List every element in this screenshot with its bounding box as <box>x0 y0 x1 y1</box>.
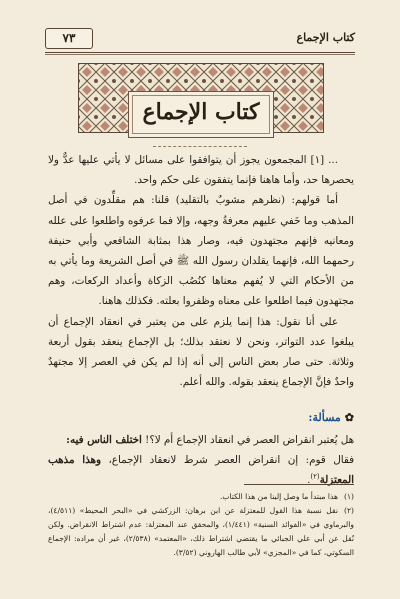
issue-text <box>48 430 354 490</box>
header-rule <box>45 52 355 53</box>
paragraph-1: ... [١] المجمعون يجوز أن يتوافقوا على مسائل لا يأتي عليها عدٌّ ولا يحصرها حد، وأما هاهنا فإنما يتفقون على حكم واحد. <box>48 154 354 187</box>
paragraph-2: أما قولهم: (نظرهم مشوبٌ بالتقليد) قلنا: هم مقلِّدون في أصل المذهب وما خَفي عليهم معرفةُ وجهه، وإلا فما عرفوه واطلعوا على علله ومعانيه فإنهم مجتهدون فيه، وصار هذا بمثابة الشافعي وأبي حنيفة رحمهما الله، فإنهما يقلدان رسول الله ﷺ في أصل الشريعة وما يأتي به من الأحكام التي لا يُفهم معناها كنُصُب الزكاة وأعداد الركعات، وهم مجتهدون فيما اطلعوا على معناه وظفروا بعلته. فكذلك هاهنا. <box>48 194 354 308</box>
running-header <box>45 28 355 52</box>
issue-label: مسألة: <box>308 411 341 424</box>
footnote-1-text: هذا مبتدأ ما وصل إلينا من هذا الكتاب. <box>219 492 338 501</box>
question-line-1 <box>48 430 354 450</box>
footnote-2-text: نقل نسبة هذا القول للمعتزلة عن ابن برهان: الزركشي في «البحر المحيط» (٤/٥١١)، والبرماوي في «الفوائد السنية» (١/٤٤١)، والمحقق عند المعتزلة: عدم اشتراط الانقراض. ولكن نُقل عن أبي علي الجبائي ما يقتضي اشتراط ذلك، «المعتمد» (٢/٥٣٨)، غير أن مراده: الإجماع السكوتي، كما في «المجزي» لأبي طالب الهاروني (٣/٥٢). <box>48 506 355 557</box>
chapter-title: كتاب الإجماع <box>142 99 260 125</box>
question-text: هل يُعتبر انقراض العصر في انعقاد الإجماع أم لا؟! <box>141 434 354 446</box>
footnote-ref-2: (٢) <box>310 472 320 481</box>
opinion-text: فقال قوم: إن انقراض العصر شرط لانعقاد الإجماع، <box>100 454 354 466</box>
footnote-2 <box>48 504 354 560</box>
running-book-title: كتاب الإجماع <box>296 31 355 44</box>
header-rule-thin <box>45 54 355 55</box>
footnote-1 <box>48 490 354 504</box>
footnote-rule <box>244 484 354 485</box>
opinion-bold: وهذا مذهب المعتزلة <box>48 454 354 486</box>
main-text <box>48 150 354 392</box>
title-dash-rule <box>153 146 247 147</box>
flower-icon: ✿ <box>344 411 354 424</box>
page-number-badge: ٧٣ <box>45 28 93 49</box>
footnote-1-number: (١) <box>343 492 354 501</box>
issue-heading <box>308 411 354 424</box>
footnotes <box>48 490 354 560</box>
footnote-2-number: (٢) <box>343 506 354 515</box>
opinion-end: . <box>307 474 311 486</box>
paragraph-3: على أنا نقول: هذا إنما يلزم على من يعتبر في انعقاد الإجماع أن يبلغوا عدد التواتر، ونحن لا نعتقد بذلك؛ بل الإجماع ينعقد بقول أربعة وثلاثة. حتى صار بعض الناس إلى أنه إذا لم يكن في العصر إلا مجتهدٌ واحدٌ فإنَّ الإجماع ينعقد بقوله. والله أعلم. <box>48 315 354 389</box>
chapter-title-box <box>128 91 274 138</box>
question-bold: اختلف الناس فيه: <box>66 434 142 446</box>
